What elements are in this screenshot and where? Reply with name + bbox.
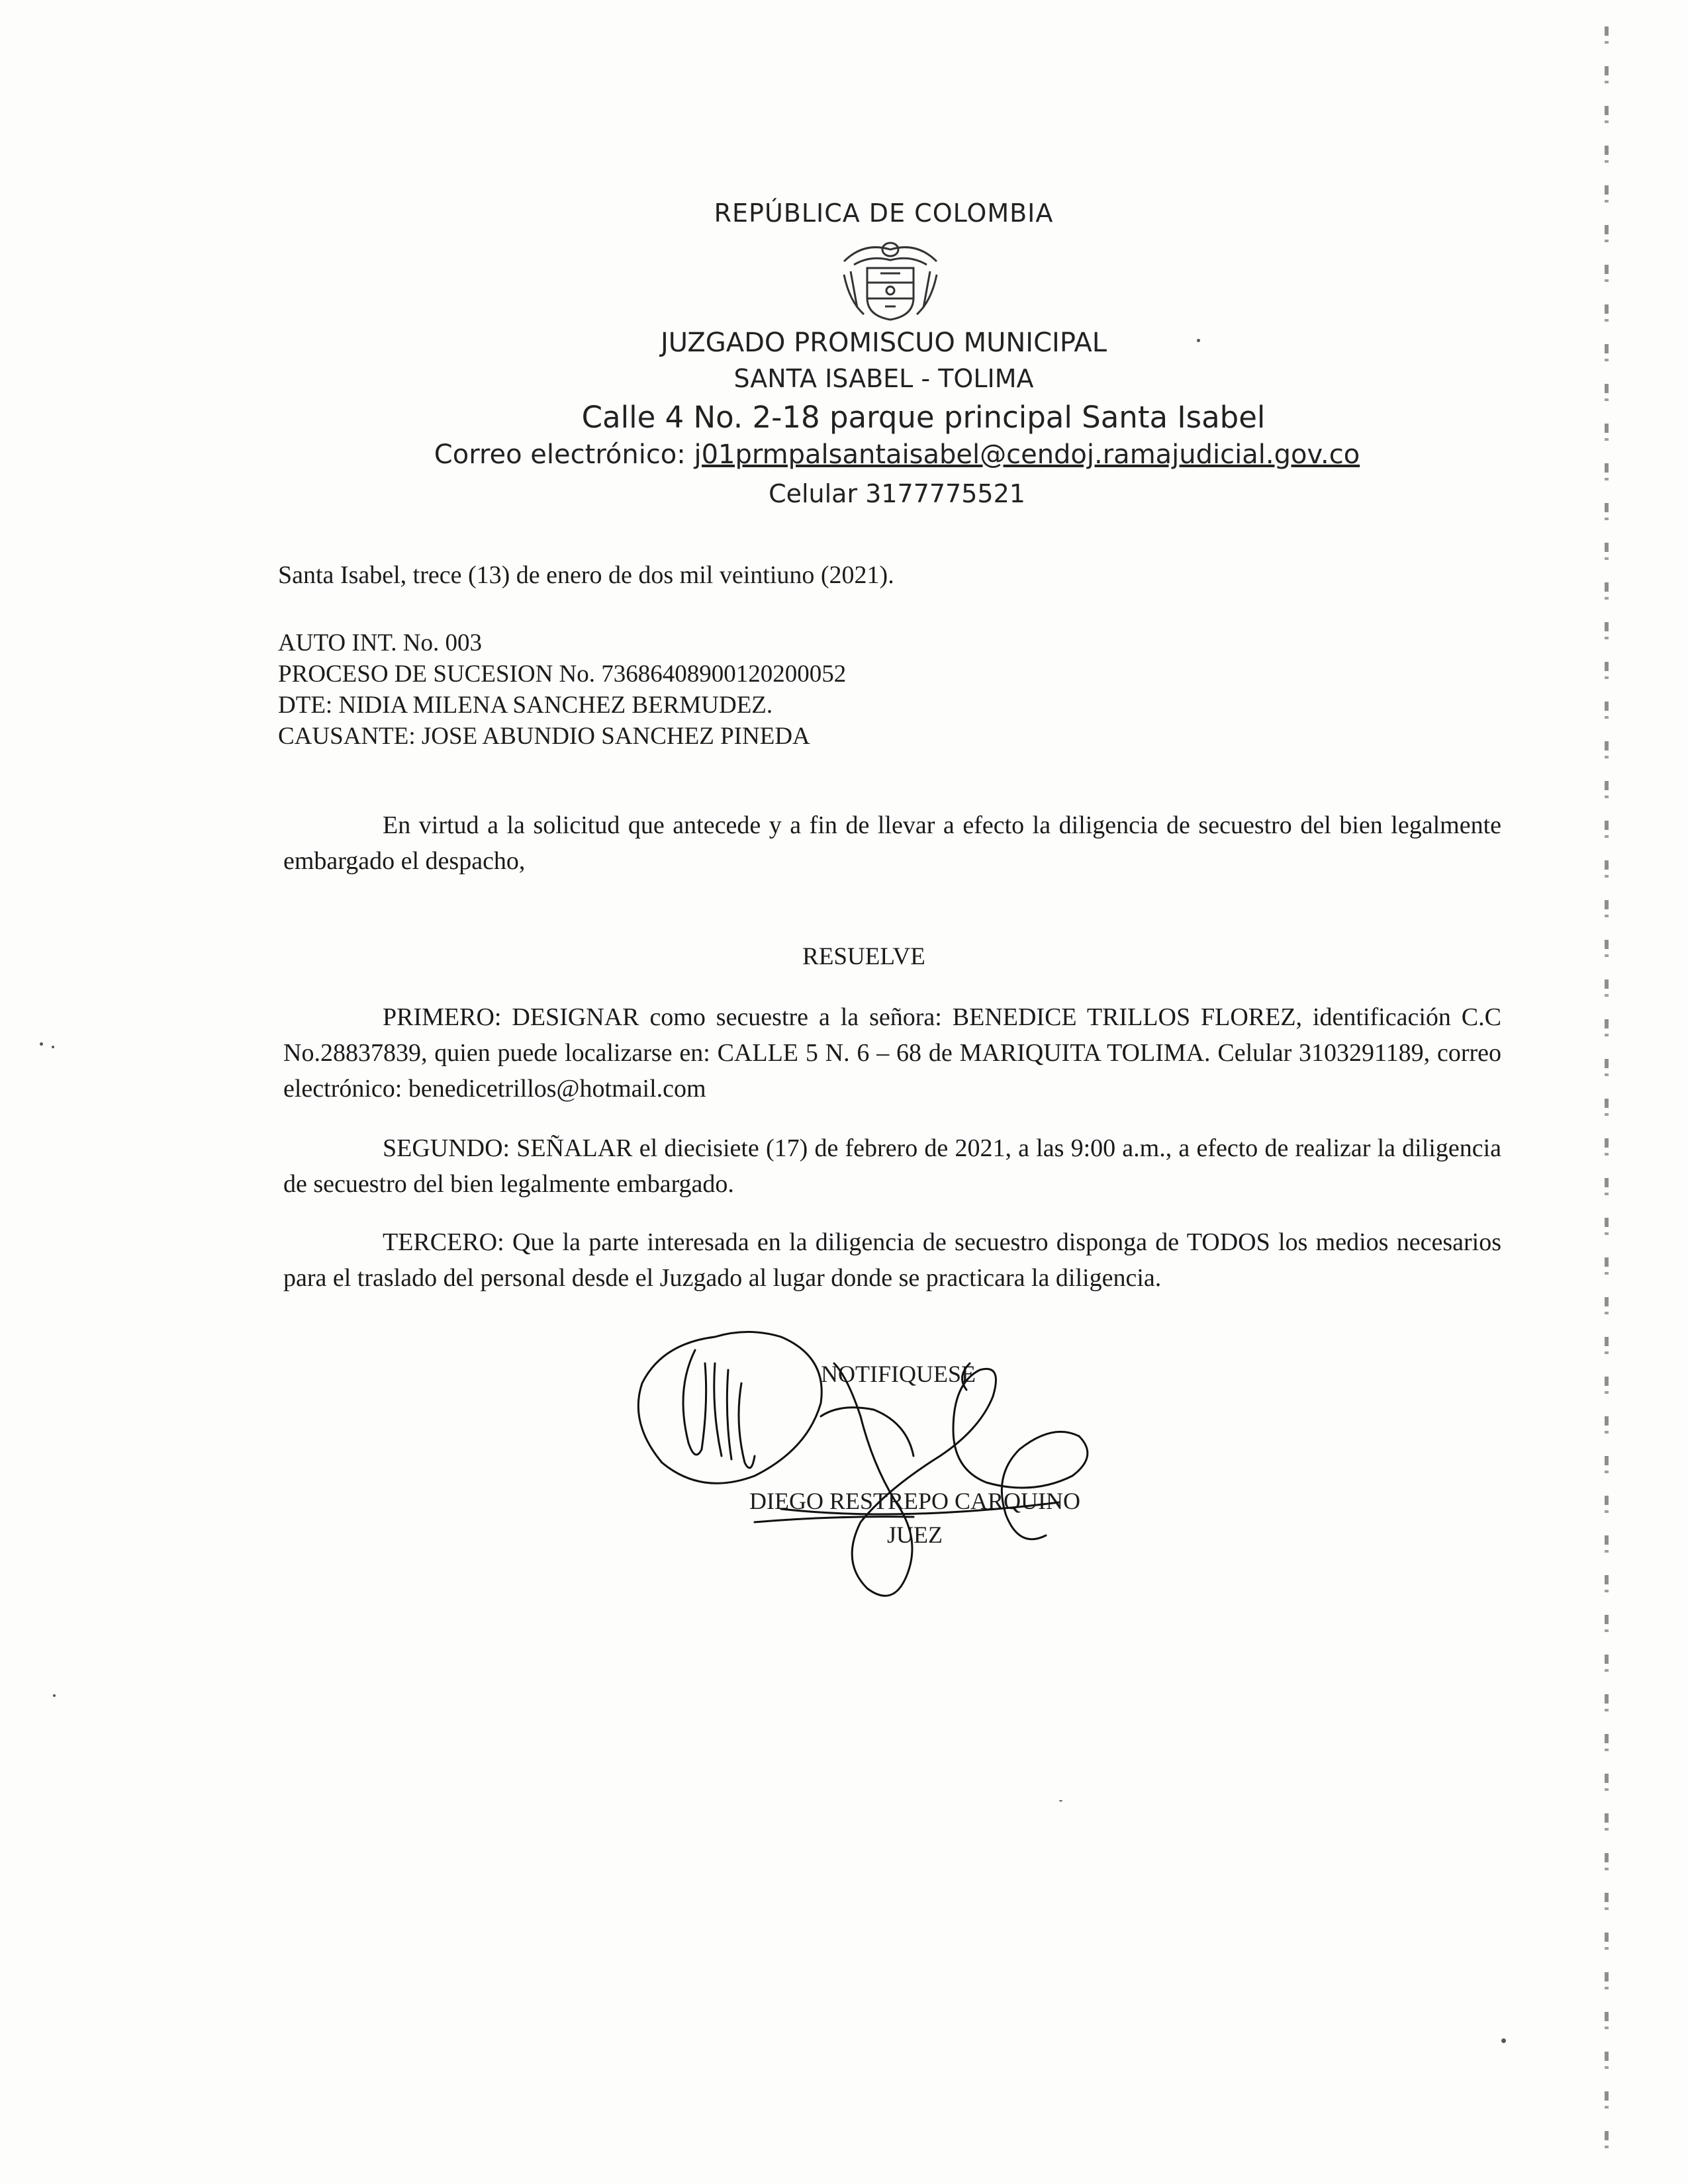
scan-speck [53,1694,56,1697]
scan-speck [1501,2038,1506,2043]
judge-name: DIEGO RESTREPO CARQUINO [749,1488,1081,1514]
case-ref-deceased: CAUSANTE: JOSE ABUNDIO SANCHEZ PINEDA [278,723,810,750]
colombia-coat-of-arms-icon [831,235,950,328]
case-ref-process: PROCESO DE SUCESION No. 73686408900120200052 [278,660,847,688]
case-ref-plaintiff: DTE: NIDIA MILENA SANCHEZ BERMUDEZ. [278,692,773,719]
court-email-line [53,439,1688,470]
scan-speck [52,1046,54,1048]
court-name: JUZGADO PROMISCUO MUNICIPAL [660,328,1107,358]
notify-label: NOTIFIQUESE [821,1361,976,1387]
resolution-primero: PRIMERO: DESIGNAR como secuestre a la señora: BENEDICE TRILLOS FLOREZ, identificación C.C No.28837839, quien puede localizarse en: CALLE 5 N. 6 – 68 de MARIQUITA TOLIMA. Celular 3103291189, correo electrónico: benedicetrillos@hotmail.com [283,1003,1501,1103]
intro-paragraph: En virtud a la solicitud que antecede y a fin de llevar a efecto la diligencia de secuestro del bien legalmente embargado el despacho, [283,811,1501,875]
email-link[interactable]: j01prmpalsantaisabel@cendoj.ramajudicial.gov.co [694,439,1360,470]
resolution-tercero: TERCERO: Que la parte interesada en la diligencia de secuestro disponga de TODOS los medios necesarios para el traslado del personal desde el Juzgado al lugar donde se practicara la diligencia. [283,1228,1501,1292]
court-town: SANTA ISABEL - TOLIMA [733,364,1034,393]
case-ref-auto: AUTO INT. No. 003 [278,629,482,657]
resolution-segundo: SEGUNDO: SEÑALAR el diecisiete (17) de febrero de 2021, a las 9:00 a.m., a efecto de realizar la diligencia de secuestro del bien legalmente embargado. [283,1134,1501,1198]
court-address: Calle 4 No. 2-18 parque principal Santa Isabel [581,400,1266,435]
judge-role: JUEZ [887,1522,943,1548]
court-phone: Celular 3177775521 [769,479,1025,508]
scan-speck [1059,1800,1062,1801]
document-date: Santa Isabel, trece (13) de enero de dos mil veintiuno (2021). [278,561,894,589]
resolve-heading: RESUELVE [802,943,925,970]
handwritten-signature-icon [622,1324,1099,1641]
country-heading: REPÚBLICA DE COLOMBIA [714,199,1054,228]
scan-speck [40,1042,43,1046]
email-label: Correo electrónico: [434,439,694,470]
